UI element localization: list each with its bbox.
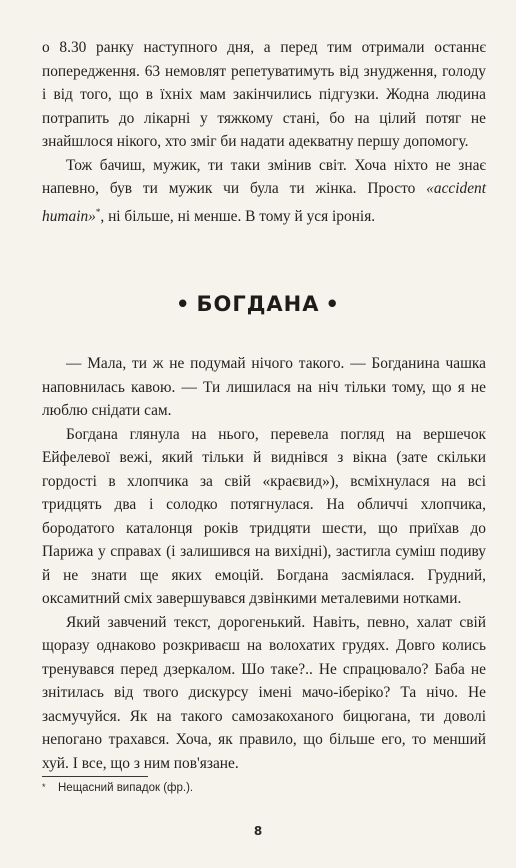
footnote-reference[interactable]: * xyxy=(95,206,101,217)
heading-bullet-right: • xyxy=(325,292,340,316)
paragraph: Який завчений текст, дорогенький. Навіть, певно, халат свій щоразу однаково розкриваєш на волохатих грудях. Довго колись тренувався перед дзеркалом. Шо таке?.. Не спрацювало? Баба не знітилась від твого дискурсу імені мачо-іберіко? Та нічо. Не засмучуйся. Як на такого самозакоханого бицюгана, ти доволі непогано трахався. Хоча, як правило, що більше его, то менший хуй. І все, що з ним пов'язане. xyxy=(42,613,486,772)
section-heading xyxy=(0,292,516,316)
paragraph: о 8.30 ранку наступного дня, а перед тим отримали останнє попередження. 63 немовлят репетуватимуть від знудження, голоду і від того, що в їхніх мам закінчились підгузки. Жодна людина потрапить до лікарні у тяжкому стані, бо на цілий потяг не знайшлося нікого, хто зміг би надати адекватну першу допомогу. xyxy=(42,39,486,150)
text-block-top xyxy=(42,36,486,228)
text-block-main xyxy=(42,352,486,775)
page-number: 8 xyxy=(253,824,263,838)
footnote-divider xyxy=(42,776,148,777)
footnote-mark: * xyxy=(42,782,46,792)
footnote xyxy=(42,782,193,794)
footnote-text: Нещасний випадок (фр.). xyxy=(58,782,194,794)
italic-phrase: «accident humain» xyxy=(42,180,486,225)
section-title: БОГДАНА xyxy=(196,292,320,316)
paragraph xyxy=(42,154,486,229)
paragraph: Богдана глянула на нього, перевела погляд на вершечок Ейфелевої вежі, який тільки й виднівся з вікна (зате скільки гордості в хлопчика за свій «краєвид»), всміхнулася на всі тридцять два і солодко потягнулася. На обличчі хлопчика, бородатого каталонця років тридцяти шести, що приїхав до Парижа у справах (і залишився на вихідні), застигла суміш подиву й не знати ще яких емоцій. Богдана засміялася. Грудний, оксамитний сміх завершувався дзвінкими металевими нотками. xyxy=(42,425,486,607)
paragraph: — Мала, ти ж не подумай нічого такого. — Богданина чашка наповнилась кавою. — Ти лишилася на ніч тільки тому, що я не люблю снідати сам. xyxy=(42,355,486,419)
heading-bullet-left: • xyxy=(176,292,191,316)
paragraph-text: Тож бачиш, мужик, ти таки змінив світ. Хоча ніхто не знає напевно, був ти мужик чи була ти жінка. Просто xyxy=(42,156,486,197)
paragraph-text: , ні більше, ні менше. В тому й уся іронія. xyxy=(100,207,376,225)
